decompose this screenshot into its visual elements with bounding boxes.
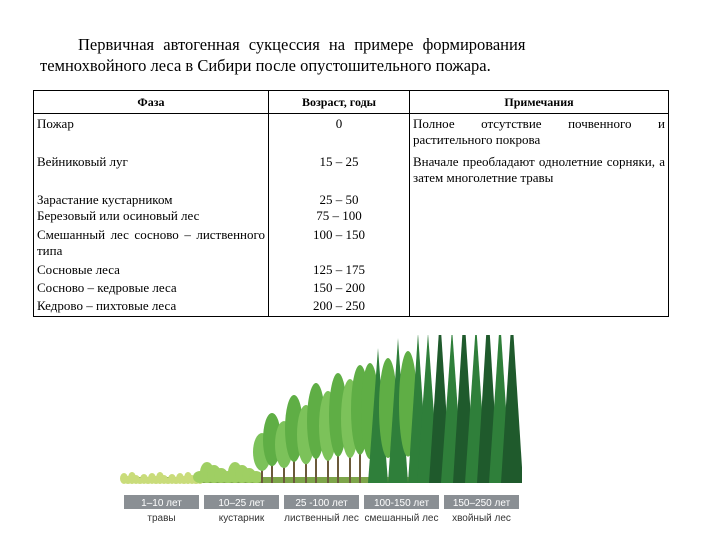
cell-phase: Смешанный лес сосново – лиственного типа — [34, 224, 269, 259]
cell-phase: Пожар — [34, 114, 269, 154]
succession-table — [33, 90, 669, 317]
title-line-2: темнохвойного леса в Сибири после опустошительного пожара. — [40, 56, 491, 75]
cell-phase: Сосновые леса — [34, 259, 269, 278]
stage-labels — [124, 495, 519, 524]
page-title — [40, 34, 670, 76]
header-age: Возраст, годы — [269, 91, 410, 114]
cell-age: 15 – 25 — [269, 154, 410, 192]
table-row — [34, 192, 669, 208]
cell-age: 0 — [269, 114, 410, 154]
vegetation-layer — [120, 335, 522, 484]
stage-label: кустарник — [218, 513, 265, 524]
cell-age: 125 – 175 — [269, 259, 410, 278]
stage-years: 150–250 лет — [452, 498, 511, 509]
table-header-row — [34, 91, 669, 114]
table-row — [34, 154, 669, 192]
table-row — [34, 278, 669, 296]
cell-age: 150 – 200 — [269, 278, 410, 296]
stage-years: 1–10 лет — [141, 498, 182, 509]
cell-notes — [410, 278, 669, 296]
cell-notes — [410, 208, 669, 224]
cell-age: 75 – 100 — [269, 208, 410, 224]
header-phase: Фаза — [34, 91, 269, 114]
table-row — [34, 296, 669, 317]
cell-notes: Полное отсутствие почвенного и растительного покрова — [410, 114, 669, 154]
cell-notes — [410, 296, 669, 317]
table-row — [34, 208, 669, 224]
shrub — [249, 471, 263, 483]
forest-succession-illustration — [112, 335, 522, 527]
stage-years: 25 -100 лет — [295, 498, 348, 509]
cell-phase: Кедрово – пихтовые леса — [34, 296, 269, 317]
table-row — [34, 224, 669, 259]
cell-phase: Сосново – кедровые леса — [34, 278, 269, 296]
cell-age: 25 – 50 — [269, 192, 410, 208]
title-line-1: Первичная автогенная сукцессия на примере формирования — [78, 35, 526, 54]
table-row — [34, 259, 669, 278]
cell-notes — [410, 192, 669, 208]
cell-notes: Вначале преобладают однолетние сорняки, а затем многолетние травы — [410, 154, 669, 192]
cell-notes — [410, 224, 669, 259]
cell-phase: Вейниковый луг — [34, 154, 269, 192]
cell-phase: Березовый или осиновый лес — [34, 208, 269, 224]
table-row — [34, 114, 669, 154]
cell-age: 100 – 150 — [269, 224, 410, 259]
stage-years: 10–25 лет — [218, 498, 265, 509]
cell-phase: Зарастание кустарником — [34, 192, 269, 208]
cell-notes — [410, 259, 669, 278]
stage-label: лиственный лес — [284, 513, 359, 524]
stage-label: смешанный лес — [364, 513, 439, 524]
stage-years: 100-150 лет — [373, 498, 430, 509]
stage-label: травы — [147, 513, 176, 524]
stage-label: хвойный лес — [452, 513, 511, 524]
cell-age: 200 – 250 — [269, 296, 410, 317]
header-notes: Примечания — [410, 91, 669, 114]
